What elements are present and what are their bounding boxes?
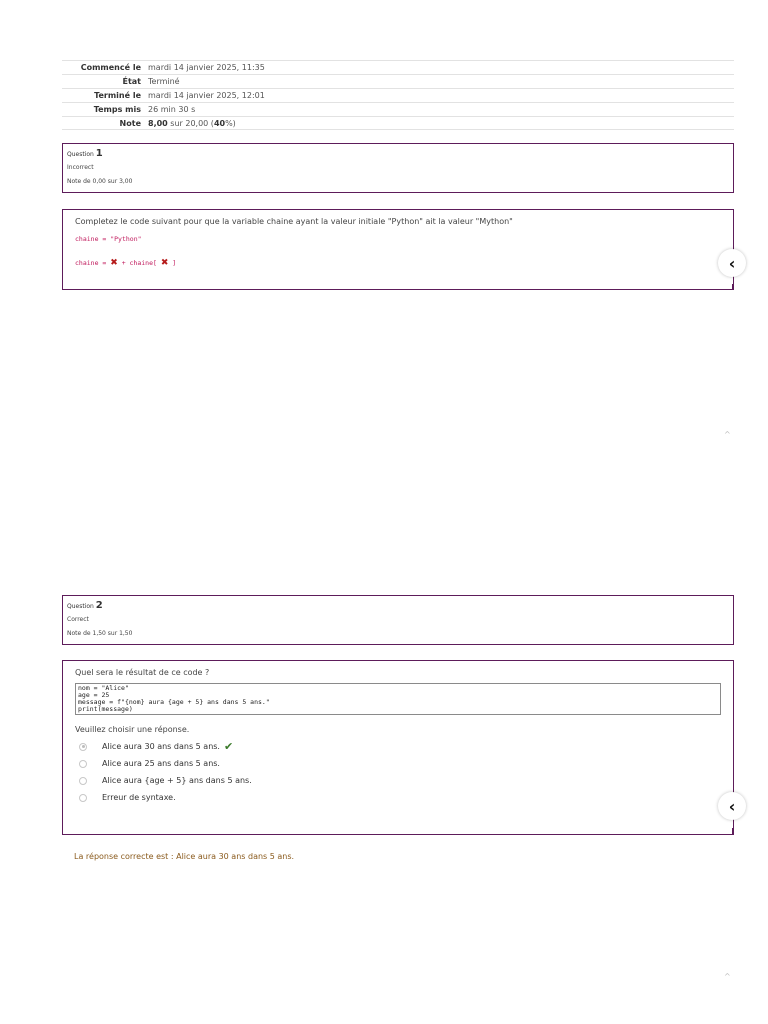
question-2-content — [62, 660, 734, 835]
question-grade: Note de 0,00 sur 3,00 — [67, 178, 133, 185]
question-status: Correct — [67, 616, 89, 623]
answer-options — [75, 738, 721, 806]
chevron-left-icon[interactable]: ‹ — [718, 792, 746, 820]
question-grade: Note de 1,50 sur 1,50 — [67, 630, 133, 637]
scroll-up-icon[interactable]: ^ — [724, 430, 731, 439]
divider — [732, 828, 733, 834]
answer-option[interactable]: Alice aura 25 ans dans 5 ans. — [75, 755, 721, 772]
question-text: Quel sera le résultat de ce code ? — [75, 668, 210, 677]
code-line: chaine = "Python" — [75, 235, 142, 243]
attempt-summary — [62, 60, 734, 130]
answer-option[interactable]: Alice aura 30 ans dans 5 ans. ✔ — [75, 738, 721, 755]
summary-label: Temps mis — [93, 105, 141, 114]
chevron-left-icon[interactable]: ‹ — [718, 249, 746, 277]
summary-value: 26 min 30 s — [148, 105, 196, 114]
summary-value: Terminé — [148, 77, 180, 86]
checkmark-icon: ✔ — [223, 739, 234, 753]
summary-row-finished — [62, 88, 734, 102]
radio-button[interactable] — [79, 777, 87, 785]
scroll-up-icon[interactable]: ^ — [724, 972, 731, 981]
summary-label: Terminé le — [94, 91, 141, 100]
radio-button[interactable] — [79, 743, 87, 751]
divider — [732, 284, 733, 290]
summary-value: 8,00 sur 20,00 (40%) — [148, 119, 236, 128]
summary-label: État — [122, 77, 141, 86]
code-line-with-blanks: chaine = ✖ + chaine[ ✖ ] — [75, 258, 177, 268]
incorrect-mark-icon: ✖ — [160, 258, 169, 268]
question-status: Incorrect — [67, 164, 94, 171]
answer-option[interactable]: Alice aura {age + 5} ans dans 5 ans. — [75, 772, 721, 789]
summary-value: mardi 14 janvier 2025, 11:35 — [148, 63, 265, 72]
summary-label: Commencé le — [80, 63, 141, 72]
summary-row-time — [62, 102, 734, 116]
radio-button[interactable] — [79, 760, 87, 768]
correct-answer-feedback: La réponse correcte est : Alice aura 30 ans dans 5 ans. — [74, 852, 295, 861]
answer-prompt: Veuillez choisir une réponse. — [75, 725, 190, 734]
incorrect-mark-icon: ✖ — [110, 258, 118, 268]
question-1-info — [62, 143, 734, 193]
question-number: Question 2 — [67, 600, 103, 611]
code-block: nom = "Alice" age = 25 message = f"{nom} aura {age + 5} ans dans 5 ans." print(message) — [75, 683, 721, 715]
radio-button[interactable] — [79, 794, 87, 802]
question-2-info — [62, 595, 734, 645]
summary-row-started — [62, 60, 734, 74]
question-text: Completez le code suivant pour que la variable chaine ayant la valeur initiale "Python" ait la valeur "Mython" — [75, 217, 513, 226]
question-1-content — [62, 209, 734, 290]
summary-label: Note — [119, 119, 141, 128]
summary-row-grade — [62, 116, 734, 130]
answer-option[interactable]: Erreur de syntaxe. — [75, 789, 721, 806]
question-number: Question 1 — [67, 148, 103, 159]
summary-row-state — [62, 74, 734, 88]
summary-value: mardi 14 janvier 2025, 12:01 — [148, 91, 265, 100]
